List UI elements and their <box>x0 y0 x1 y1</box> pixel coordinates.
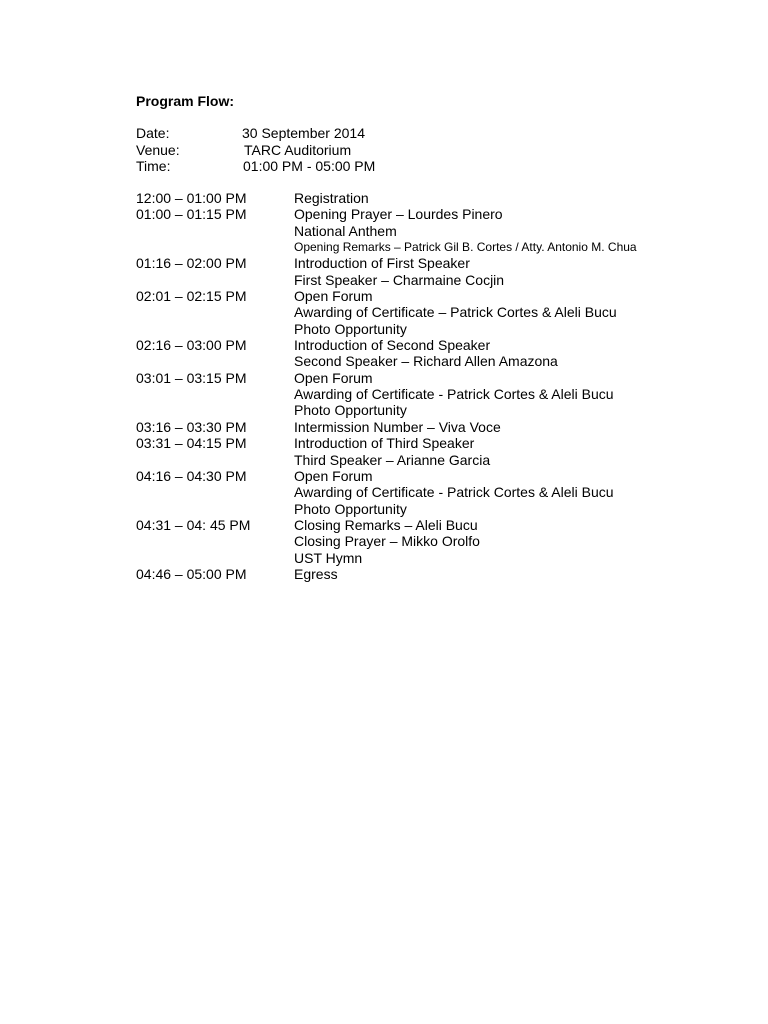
schedule-time: 04:16 – 04:30 PM <box>136 467 247 484</box>
schedule-time: 01:00 – 01:15 PM <box>136 206 247 223</box>
schedule-activity: Egress <box>294 565 338 582</box>
schedule-row <box>136 419 736 435</box>
schedule-activity: UST Hymn <box>294 549 363 566</box>
schedule-table <box>136 190 736 582</box>
schedule-activity: Opening Prayer – Lourdes Pinero <box>294 206 503 223</box>
schedule-activities <box>294 566 736 582</box>
schedule-activity: Awarding of Certificate – Patrick Cortes & Aleli Bucu <box>294 304 617 321</box>
schedule-activities <box>294 370 736 419</box>
schedule-activities <box>294 468 736 517</box>
schedule-time: 03:31 – 04:15 PM <box>136 435 247 452</box>
info-value: 30 September 2014 <box>242 125 365 141</box>
schedule-row <box>136 517 736 566</box>
schedule-activity: Photo Opportunity <box>294 320 407 337</box>
schedule-activity: Open Forum <box>294 467 373 484</box>
schedule-activities <box>294 288 736 337</box>
schedule-time: 03:01 – 03:15 PM <box>136 369 247 386</box>
schedule-time: 04:46 – 05:00 PM <box>136 565 247 582</box>
schedule-time: 02:16 – 03:00 PM <box>136 337 247 354</box>
schedule-activities <box>294 206 736 255</box>
schedule-activity: Awarding of Certificate - Patrick Cortes & Aleli Bucu <box>294 484 614 501</box>
info-value: 01:00 PM - 05:00 PM <box>243 158 376 174</box>
schedule-activity: Third Speaker – Arianne Garcia <box>294 451 491 468</box>
schedule-time: 02:01 – 02:15 PM <box>136 288 247 305</box>
schedule-time: 12:00 – 01:00 PM <box>136 190 247 206</box>
schedule-time: 04:31 – 04: 45 PM <box>136 516 251 533</box>
schedule-activities <box>294 190 736 206</box>
schedule-row <box>136 288 736 337</box>
schedule-row <box>136 337 736 370</box>
schedule-row <box>136 566 736 582</box>
schedule-activities <box>294 337 736 370</box>
schedule-row <box>136 370 736 419</box>
schedule-row <box>136 435 736 468</box>
schedule-activity: Photo Opportunity <box>294 402 407 419</box>
schedule-activity: Closing Remarks – Aleli Bucu <box>294 516 478 533</box>
info-label: Date: <box>136 125 170 141</box>
page-title: Program Flow: <box>136 93 235 109</box>
schedule-activities <box>294 435 736 468</box>
schedule-activity: Introduction of Third Speaker <box>294 435 475 452</box>
info-label: Venue: <box>136 142 180 158</box>
schedule-activity: Opening Remarks – Patrick Gil B. Cortes / Atty. Antonio M. Chua <box>294 240 637 255</box>
schedule-row <box>136 255 736 288</box>
schedule-activity: Awarding of Certificate - Patrick Cortes & Aleli Bucu <box>294 386 614 403</box>
schedule-activity: Closing Prayer – Mikko Orolfo <box>294 533 480 550</box>
schedule-activities <box>294 255 736 288</box>
schedule-row <box>136 206 736 255</box>
info-label: Time: <box>136 158 171 174</box>
schedule-activity: Photo Opportunity <box>294 500 407 517</box>
schedule-activity: Intermission Number – Viva Voce <box>294 418 501 435</box>
schedule-activity: Open Forum <box>294 288 373 305</box>
schedule-activity: First Speaker – Charmaine Cocjin <box>294 271 505 288</box>
schedule-time: 01:16 – 02:00 PM <box>136 255 247 272</box>
schedule-activity: Open Forum <box>294 369 373 386</box>
schedule-activities <box>294 517 736 566</box>
schedule-row <box>136 190 736 206</box>
info-value: TARC Auditorium <box>244 142 352 158</box>
schedule-activity: Second Speaker – Richard Allen Amazona <box>294 353 558 370</box>
schedule-time: 03:16 – 03:30 PM <box>136 418 247 435</box>
schedule-activity: Introduction of Second Speaker <box>294 337 491 354</box>
schedule-activity: National Anthem <box>294 222 397 239</box>
schedule-activity: Registration <box>294 190 369 206</box>
schedule-activity: Introduction of First Speaker <box>294 255 470 272</box>
schedule-row <box>136 468 736 517</box>
schedule-activities <box>294 419 736 435</box>
